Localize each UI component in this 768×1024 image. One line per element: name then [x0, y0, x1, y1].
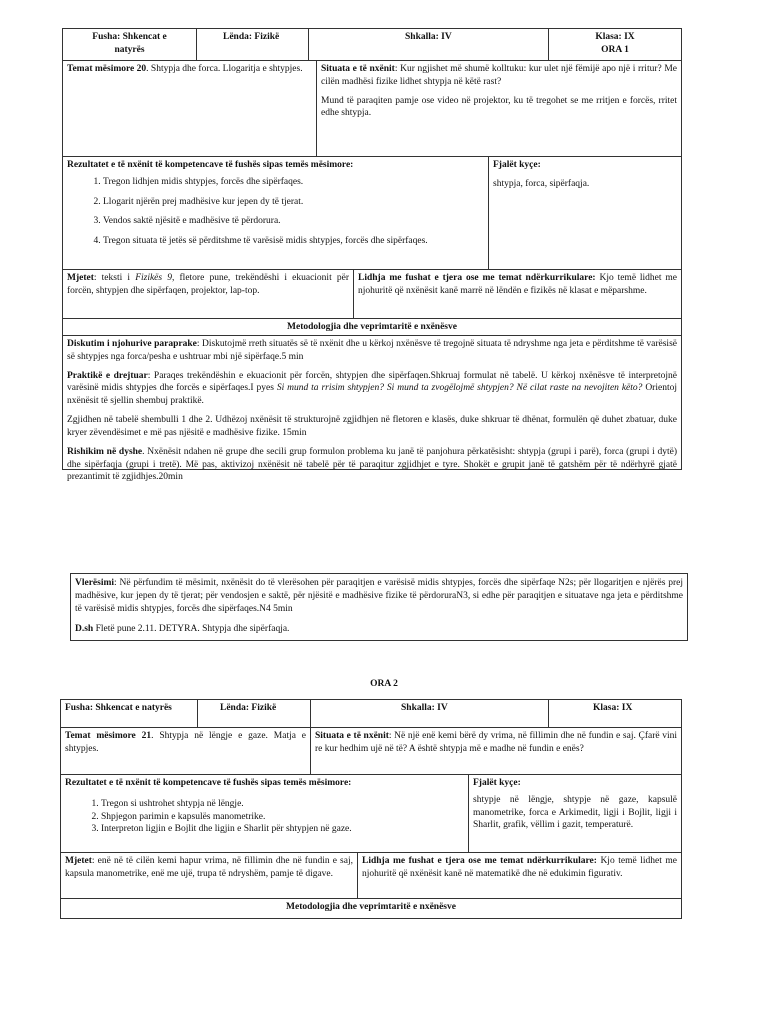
ora2-title: ORA 2	[370, 679, 398, 689]
ora2-situata-label: Situata e të nxënit	[315, 731, 389, 741]
ora2-rezultatet	[61, 775, 468, 853]
ora2-rezultatet-label: Rezultatet e të nxënit të kompetencave të fushës sipas temës mësimore:	[65, 778, 352, 788]
ora1-praktike-text: : Paraqes trekëndëshin e ekuacionit për forcën, shtypjen dhe sipërfaqen.Shkruaj formulat në tabelë. U kërkoj nxënësve të interpretojnë varësinë midis shtypjes dhe forcës e sipërfaqes.I pyes	[67, 370, 677, 394]
ora1-rezultatet-row	[63, 156, 681, 269]
ora2-header-row	[61, 700, 681, 727]
ora1-rishikim-label: Rishikim në dyshe	[67, 446, 143, 457]
ora1-lidhja	[353, 270, 681, 319]
ora2-mjetet-text: : enë në të cilën kemi hapur vrima, në fillimin dhe në fundin e saj, kapsula manometrike, enë me ujë, trupa të ndryshëm, pamje të digave.	[65, 856, 353, 879]
ora1-detyra-text: Fletë pune 2.11. DETYRA. Shtypja dhe sipërfaqja.	[93, 624, 290, 635]
ora2-lenda: Lënda: Fizikë	[197, 700, 310, 727]
ora1-diskutim-text: : Diskutojmë rreth situatës së të nxënit dhe u kërkoj nxënësve të tregojnë situata të ndryshme nga jeta e përditshme të varësisë së shtypjes nga forca/pesha e ushtruar mbi një sipërfaqe.5 min	[67, 339, 677, 362]
ora1-activities	[63, 335, 681, 483]
ora1-header-row	[63, 29, 681, 60]
ora2-lesson-plan	[60, 699, 682, 919]
ora1-fjalet-label: Fjalët kyçe:	[493, 160, 541, 170]
ora1-vleresimi-box	[70, 573, 688, 641]
ora1-klasa: Klasa: IX	[595, 32, 635, 42]
ora2-rezultatet-list	[65, 798, 464, 836]
ora2-mjetet	[61, 853, 357, 899]
ora1-shkalla: Shkalla: IV	[308, 29, 548, 60]
ora1-situata-text: : Kur ngjishet më shumë kolltuku: kur ulet një fëmijë apo një i rritur? Me cilën madhësi fizike lidhet shtypja në këtë rast?	[321, 64, 678, 87]
list-item: 3. Interpreton ligjin e Bojlit dhe ligjin e Sharlit për shtypjen në gaze.	[101, 823, 464, 836]
ora2-fusha: Fusha: Shkencat e natyrës	[65, 703, 172, 713]
ora1-detyra-label: D.sh	[75, 624, 94, 635]
ora1-mjetet-pre: : teksti i	[93, 273, 136, 283]
ora1-tema-label: Temat mësimore 20	[67, 64, 147, 74]
ora1-situata-label: Situata e të nxënit	[321, 64, 395, 74]
ora1-mjetet-row	[63, 269, 681, 318]
ora1-tema	[63, 61, 316, 157]
ora2-tema-text: . Shtypja në lëngje e gaze. Matja e shtypjes.	[65, 731, 307, 754]
ora1-metodologjia: Metodologjia dhe veprimtaritë e nxënësve	[63, 318, 681, 335]
ora2-situata-text: : Në një enë kemi bërë dy vrima, në fillimin dhe në fundin e saj. Çfarë vini re kur hedhim ujë në të? A është shtypja më e madhe në fundin e enës?	[315, 731, 677, 754]
list-item: 4. Tregon situata të jetës së përditshme të varësisë midis shtypjes, forcës dhe sipërfaqes.	[103, 235, 484, 248]
ora2-fjalet-label: Fjalët kyçe:	[473, 778, 521, 788]
ora1-praktike-label: Praktikë e drejtuar	[67, 370, 148, 381]
ora2-lidhja-text: Kjo temë lidhet me njohuritë që nxënësit kanë në matematikë dhe në edukimin figurativ.	[362, 856, 677, 879]
ora2-fjalet	[468, 775, 681, 853]
ora2-metodologjia: Metodologjia dhe veprimtaritë e nxënësve	[61, 898, 681, 918]
ora2-situata	[310, 728, 681, 775]
ora1-zgjidhen: Zgjidhen në tabelë shembulli 1 dhe 2. Udhëzoj nxënësit të strukturojnë zgjidhjen në fletoren e klasës, duke shkruar të dhënat, formulën që duhet zbatuar, duke kryer zëvendësimet e më pas njësitë e madhësive fizike. 15min	[67, 415, 677, 438]
ora1-lenda: Lënda: Fizikë	[196, 29, 308, 60]
ora1-rezultatet-label: Rezultatet e të nxënit të kompetencave të fushës sipas temës mësimore:	[67, 160, 354, 170]
ora1-praktike-tail: Orientoj nxënësit të sjellin shembuj praktikë.	[67, 383, 677, 407]
ora2-rezultatet-row	[61, 774, 681, 852]
ora2-shkalla: Shkalla: IV	[310, 700, 548, 727]
list-item: 1. Tregon si ushtrohet shtypja në lëngje.	[101, 798, 464, 811]
ora1-vleresimi-label: Vlerësimi	[75, 578, 115, 588]
ora2-mjetet-row	[61, 852, 681, 898]
ora1-ora: ORA 1	[601, 44, 629, 55]
ora2-lidhja-label: Lidhja me fushat e tjera ose me temat ndërkurrikulare:	[362, 856, 597, 866]
ora2-klasa: Klasa: IX	[548, 700, 681, 727]
ora1-tema-row	[63, 60, 681, 156]
ora1-lesson-plan	[62, 28, 682, 483]
ora1-mjetet-label: Mjetet	[67, 273, 94, 283]
ora1-rezultatet	[63, 157, 488, 270]
ora1-fjalet	[488, 157, 681, 270]
ora1-praktike-questions: Si mund ta rrisim shtypjen? Si mund ta zvogëlojmë shtypjen? Në cilat raste na nevojiten këto?	[276, 383, 643, 394]
ora2-fjalet-text: shtypje në lëngje, shtypje në gaze, kapsulë manometrike, forca e Arkimedit, ligji i Bojlit, ligji i Sharlit, grafik, vëllim i gazit, temperaturë.	[473, 794, 677, 831]
list-item: 2. Llogarit njërën prej madhësive kur jepen dy të tjerat.	[103, 196, 484, 209]
ora1-situata	[316, 61, 681, 157]
ora1-mjetet-book: Fizikës 9	[135, 273, 172, 283]
ora1-rishikim-text: . Nxënësit ndahen në grupe dhe secili grup formulon problema ku janë të panjohura përkatësisht: shtypja (grupi i parë), forca (grupi i dytë) dhe sipërfaqja (grupi i tretë). Më pas, aktivizoj nxënësit në tabelë për të paraqitur zgjidhjet e tyre. Shokët e grupit janë të gatshëm për të ndërhyrë gjatë prezantimit të zgjidhjes.20min	[67, 446, 678, 483]
ora2-mjetet-label: Mjetet	[65, 856, 92, 866]
ora2-lidhja	[357, 853, 681, 899]
ora1-fusha: Fusha: Shkencat e natyrës	[92, 32, 167, 55]
ora1-situata-text2: Mund të paraqiten pamje ose video në projektor, ku të tregohet se me rritjen e forcës, rritet edhe shtypja.	[321, 95, 677, 119]
list-item: 3. Vendos saktë njësitë e madhësive të përdorura.	[103, 215, 484, 228]
ora1-lidhja-text: Kjo temë lidhet me njohuritë që nxënësit kanë marrë në lëndën e fizikës në klasat e mëparshme.	[358, 273, 677, 296]
list-item: 2. Shpjegon parimin e kapsulës manometrike.	[101, 811, 464, 824]
ora2-tema	[61, 728, 310, 775]
ora1-mjetet-post: , fletore pune, trekëndëshi i ekuacionit për forcën, shtypjen dhe sipërfaqen, projektor, lap-top.	[67, 273, 349, 296]
ora2-tema-row	[61, 727, 681, 774]
ora1-mjetet	[63, 270, 353, 319]
ora1-diskutim-label: Diskutim i njohurive paraprake	[67, 339, 197, 349]
ora2-tema-label: Temat mësimore 21	[65, 731, 152, 741]
list-item: 1. Tregon lidhjen midis shtypjes, forcës dhe sipërfaqes.	[103, 176, 484, 189]
ora1-klasa-ora	[548, 29, 681, 60]
ora1-tema-text: . Shtypja dhe forca. Llogaritja e shtypjes.	[146, 64, 303, 74]
ora1-rezultatet-list	[67, 176, 484, 248]
ora1-fjalet-text: shtypja, forca, sipërfaqja.	[493, 178, 590, 189]
ora1-lidhja-label: Lidhja me fushat e tjera ose me temat ndërkurrikulare:	[358, 273, 596, 283]
ora1-vleresimi-text: : Në përfundim të mësimit, nxënësit do të vlerësohen për paraqitjen e varësisë midis shtypjes, forcës dhe sipërfaqe N2s; për llogaritjen e njërës prej madhësive, kur jepen dy të tjerat; për vendosjen e saktë, për njësitë e madhësive fizike të përdoruraN3, si edhe për paraqitjen e situatave nga jeta e përditshme të varësisë midis shtypjes, forcës dhe sipërfaqes.N4 5min	[75, 578, 683, 614]
